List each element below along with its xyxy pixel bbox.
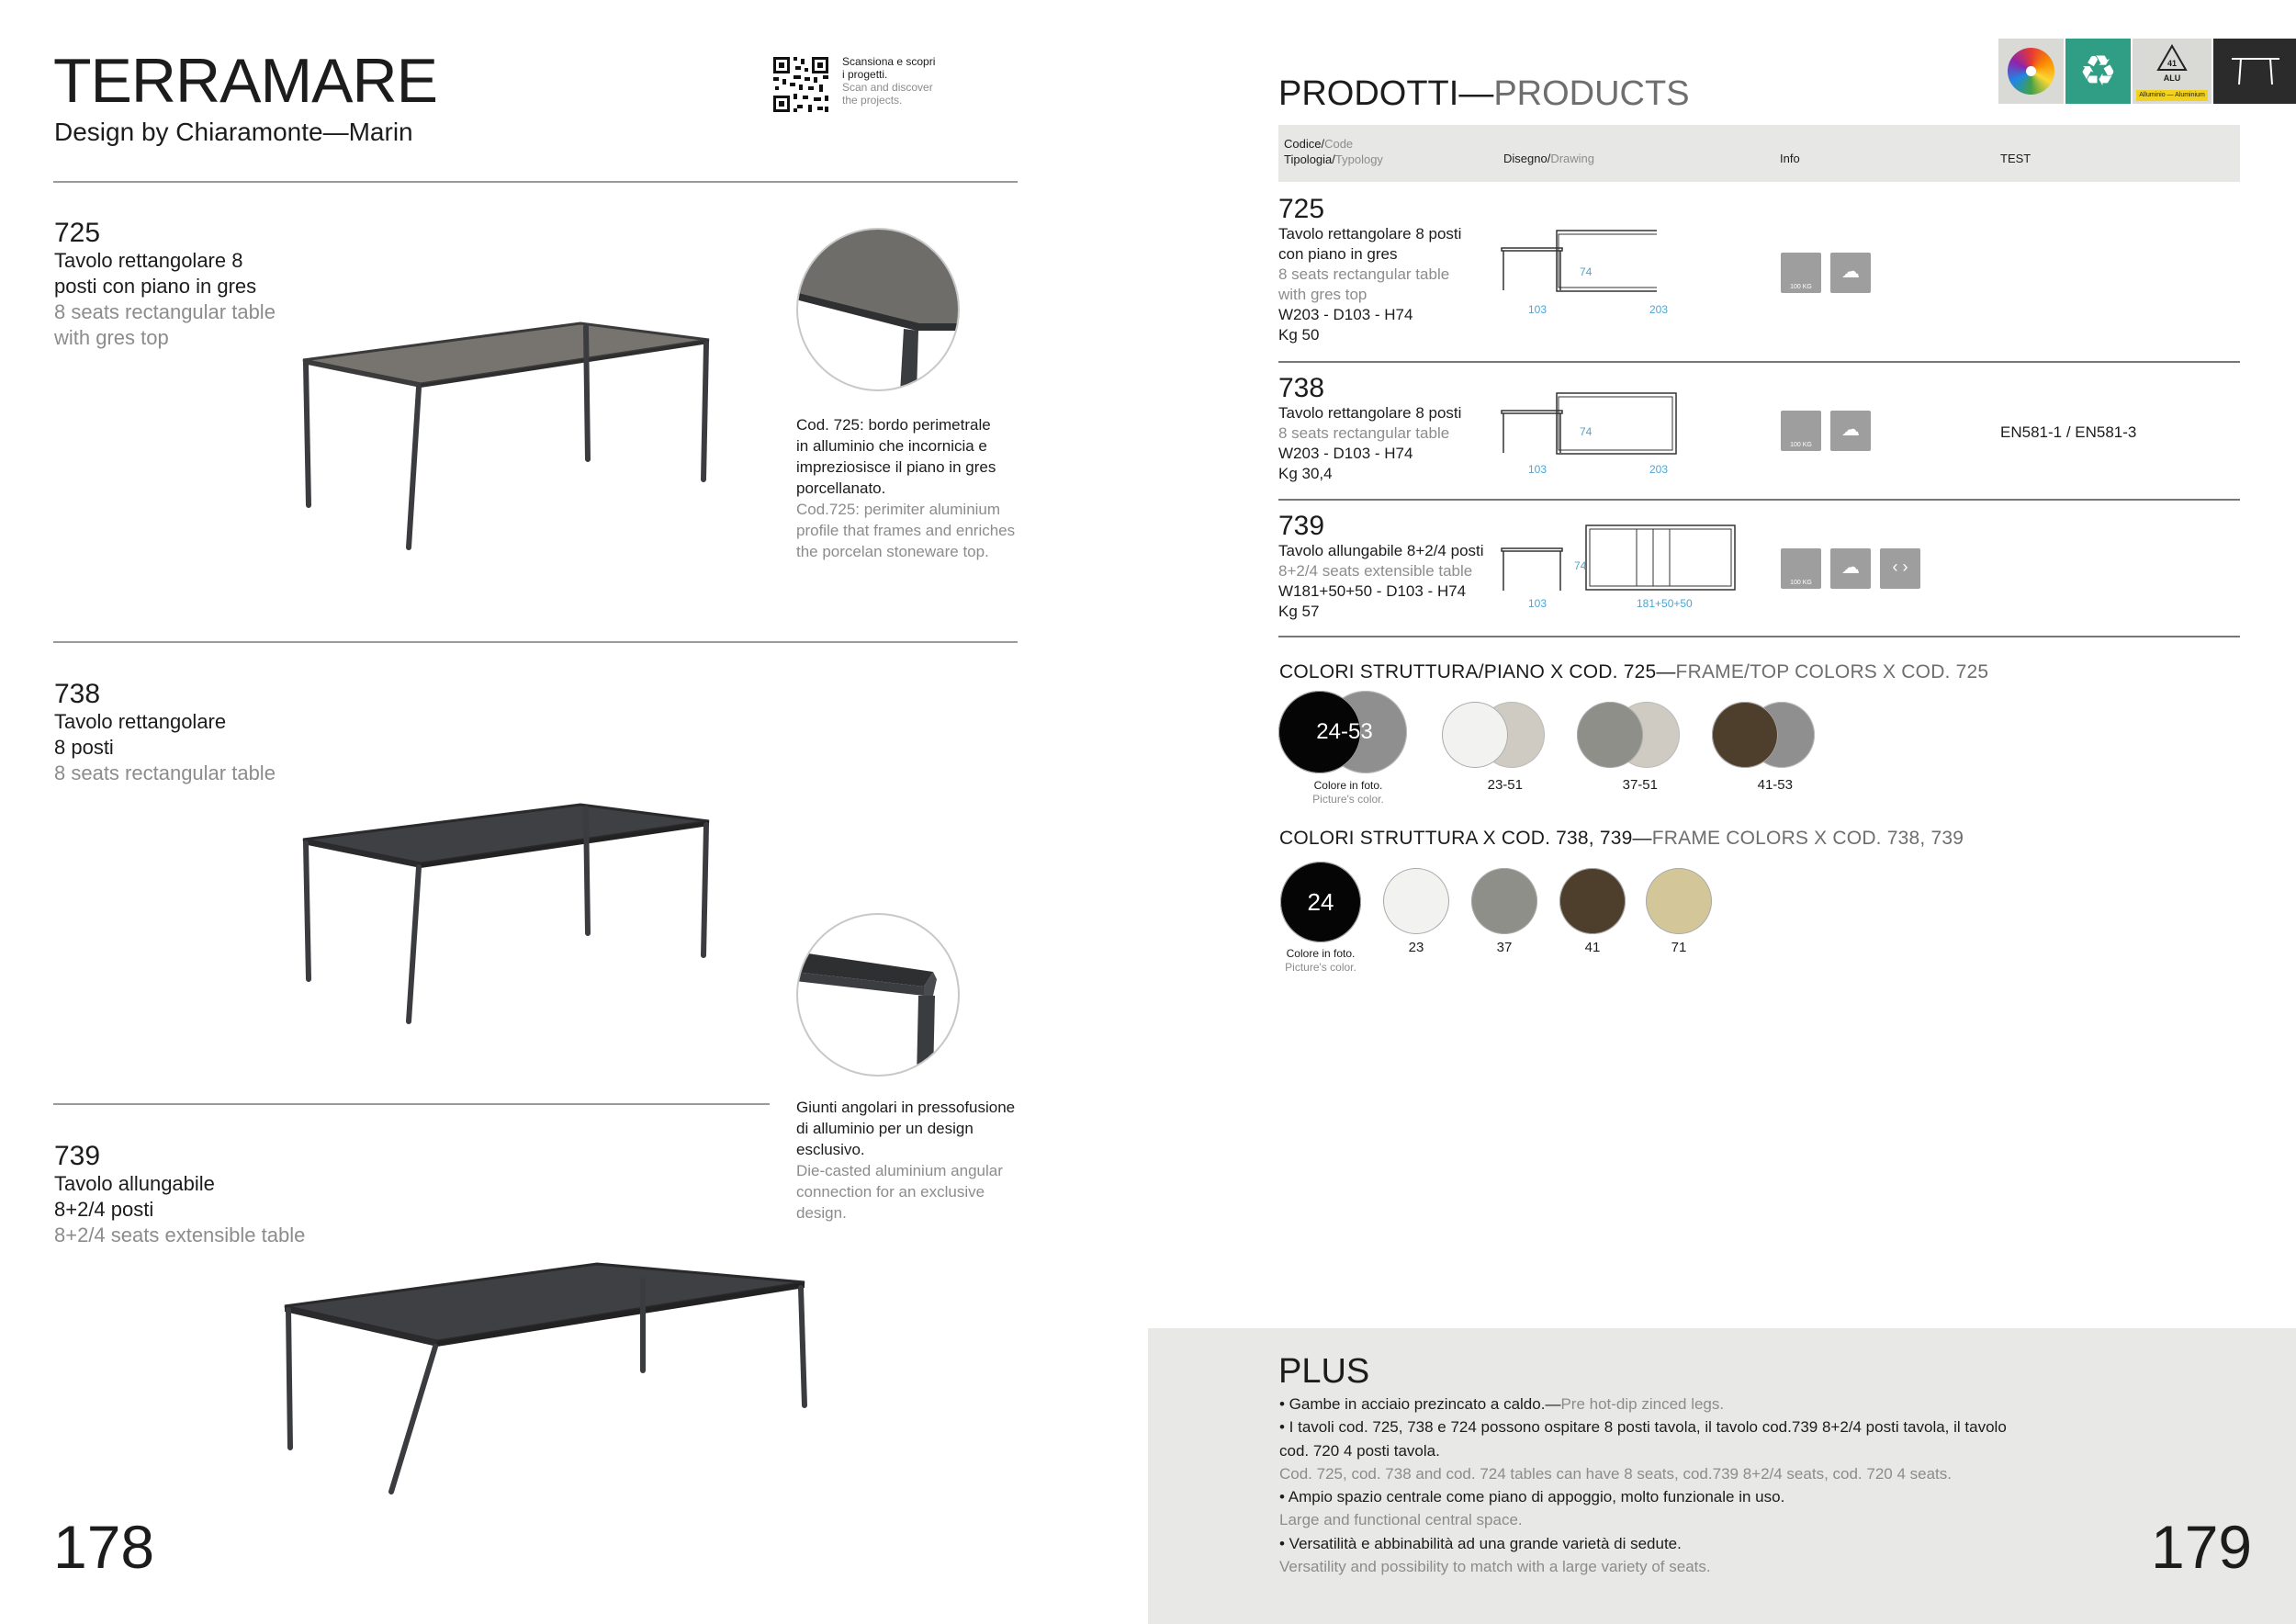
caption-en: Cod.725: perimiter aluminium — [796, 501, 1001, 518]
qr-caption-en-2: the projects. — [842, 94, 903, 107]
caption-it: in alluminio che incornicia e — [796, 437, 987, 455]
product-name-en: with gres top — [54, 326, 169, 349]
load-capacity-icon: 100 KG — [1781, 253, 1821, 293]
row-weight: Kg 30,4 — [1278, 465, 1333, 482]
qr-caption — [842, 55, 935, 107]
color-wheel-badge — [1998, 39, 2064, 104]
table-profile-badge — [2213, 39, 2296, 104]
picture-color-note: Colore in foto. Picture's color. — [1285, 947, 1356, 974]
row-dimensions: W203 - D103 - H74 — [1278, 445, 1413, 462]
row-test: EN581-1 / EN581-3 — [2000, 423, 2137, 441]
qr-caption-en-1: Scan and discover — [842, 81, 933, 94]
product-row-725 — [1278, 184, 2240, 362]
product-row-739 — [1278, 501, 2240, 637]
product-name-it: Tavolo rettangolare — [54, 710, 227, 733]
color-swatch-pair[interactable] — [1577, 702, 1689, 793]
row-dimensions: W203 - D103 - H74 — [1278, 306, 1413, 323]
row-code: 739 — [1278, 511, 1325, 541]
page-number-right: 179 — [2151, 1513, 2253, 1581]
drawing-height: 74 — [1580, 265, 1593, 278]
header-typology: Tipologia/Typology — [1284, 152, 1383, 166]
swatch-label: 41 — [1584, 940, 1601, 955]
drawing-width: 203 — [1649, 303, 1669, 316]
caption-en: profile that frames and enriches — [796, 522, 1016, 539]
swatch-label: 23-51 — [1487, 777, 1523, 793]
drawing-depth: 103 — [1528, 463, 1548, 476]
swatch-label: 23 — [1408, 940, 1424, 955]
header-drawing: Disegno/Drawing — [1503, 152, 1594, 165]
drawing-height: 74 — [1574, 559, 1587, 572]
row-code: 725 — [1278, 194, 1325, 224]
caption-en: Die-casted aluminium angular — [796, 1162, 1003, 1179]
row-dimensions: W181+50+50 - D103 - H74 — [1278, 582, 1467, 600]
corner-detail-2-caption — [796, 1097, 1026, 1224]
row-name-en: 8 seats rectangular table — [1278, 424, 1450, 442]
drawing-depth: 103 — [1528, 303, 1548, 316]
product-name-en: 8+2/4 seats extensible table — [54, 1224, 306, 1246]
product-name-it: 8+2/4 posti — [54, 1198, 154, 1221]
table-profile-icon — [2213, 39, 2296, 104]
caption-it: di alluminio per un design — [796, 1120, 974, 1137]
product-name-en: 8 seats rectangular table — [54, 300, 276, 323]
divider-mid — [53, 641, 1018, 643]
product-738-desc — [54, 680, 276, 786]
swatch-label: 41-53 — [1757, 777, 1793, 793]
page-number-left: 178 — [53, 1513, 155, 1581]
weather-resistant-icon: ☁ — [1830, 548, 1871, 589]
frame-color-circle — [1712, 702, 1778, 768]
drawing-height: 74 — [1580, 425, 1593, 438]
row-name-it: Tavolo allungabile 8+2/4 posti — [1278, 542, 1484, 559]
weather-resistant-icon: ☁ — [1830, 411, 1871, 451]
row-name-it: con piano in gres — [1278, 245, 1398, 263]
edge-detail-1-image — [795, 226, 961, 393]
products-title-en: PRODUCTS — [1493, 74, 1690, 113]
recycle-badge — [2065, 39, 2131, 104]
frame-color-circle — [1577, 702, 1643, 768]
product-name-it: posti con piano in gres — [54, 275, 257, 298]
row-name-en: 8+2/4 seats extensible table — [1278, 562, 1473, 580]
product-code: 738 — [54, 679, 101, 709]
drawing-width: 181+50+50 — [1637, 597, 1693, 610]
qr-caption-it-2: i progetti. — [842, 68, 888, 81]
plus-line-en: Cod. 725, cod. 738 and cod. 724 tables can have 8 seats, cod.739 8+2/4 seats, cod. 720 4 seats. — [1279, 1464, 1952, 1483]
product-name-it: Tavolo rettangolare 8 — [54, 249, 243, 272]
plus-line-en: Versatility and possibility to match with a large variety of seats. — [1279, 1558, 1711, 1576]
qr-code-graphic — [771, 55, 830, 114]
product-725-desc — [54, 219, 276, 351]
table-725-photo — [285, 312, 735, 560]
brand-title: TERRAMARE — [53, 46, 437, 116]
frame-top-colors-title: COLORI STRUTTURA/PIANO X COD. 725—FRAME/TOP COLORS X COD. 725 — [1279, 661, 1989, 682]
row-725-drawing — [1501, 228, 1657, 292]
header-test: TEST — [2000, 152, 2032, 165]
caption-it: impreziosisce il piano in gres — [796, 458, 996, 476]
aluminium-code: 41 — [2167, 59, 2177, 68]
drawing-depth: 103 — [1528, 597, 1548, 610]
caption-en: design. — [796, 1204, 847, 1222]
caption-en: the porcelan stoneware top. — [796, 543, 989, 560]
load-capacity-icon: 100 KG — [1781, 548, 1821, 589]
swatch-label: 37 — [1496, 940, 1513, 955]
row-name-en: 8 seats rectangular table — [1278, 265, 1450, 283]
frame-color-swatch[interactable] — [1383, 868, 1449, 934]
product-code: 725 — [54, 218, 101, 248]
aluminium-abbr: ALU — [2163, 73, 2181, 83]
divider-top — [53, 181, 1018, 183]
swatch-label: 24-53 — [1316, 719, 1373, 744]
corner-detail-2-image — [795, 911, 961, 1078]
weather-resistant-icon: ☁ — [1830, 253, 1871, 293]
frame-color-swatch[interactable] — [1646, 868, 1712, 934]
table-738-photo — [285, 795, 735, 1043]
frame-color-swatch[interactable] — [1471, 868, 1537, 934]
qr-caption-it-1: Scansiona e scopri — [842, 55, 936, 68]
table-739-photo — [266, 1255, 817, 1503]
color-swatch-pair[interactable] — [1278, 691, 1419, 773]
swatch-label: 71 — [1671, 940, 1687, 955]
frame-color-circle — [1442, 702, 1508, 768]
caption-it: esclusivo. — [796, 1141, 865, 1158]
row-name-it: Tavolo rettangolare 8 posti — [1278, 404, 1462, 422]
products-title-it: PRODOTTI — [1278, 74, 1459, 113]
header-code: Codice/Code — [1284, 137, 1354, 151]
plus-line: • Versatilità e abbinabilità ad una grande varietà di sedute. — [1279, 1534, 1682, 1552]
load-capacity-icon: 100 KG — [1781, 411, 1821, 451]
swatch-label: 37-51 — [1622, 777, 1658, 793]
products-title — [1278, 73, 1690, 114]
drawing-width: 203 — [1649, 463, 1669, 476]
row-divider — [1278, 636, 2240, 637]
row-name-en: with gres top — [1278, 286, 1367, 303]
aluminium-label: Alluminio — Aluminium — [2136, 90, 2208, 101]
product-code: 739 — [54, 1141, 101, 1171]
caption-it: Cod. 725: bordo perimetrale — [796, 416, 991, 434]
picture-color-note: Colore in foto. Picture's color. — [1312, 779, 1384, 806]
row-name-it: Tavolo rettangolare 8 posti — [1278, 225, 1462, 242]
plus-line: • Gambe in acciaio prezincato a caldo.—Pre hot-dip zinced legs. — [1279, 1395, 1725, 1413]
caption-it: Giunti angolari in pressofusione — [796, 1099, 1016, 1116]
plus-line: • Ampio spazio centrale come piano di appoggio, molto funzionale in uso. — [1279, 1488, 1785, 1506]
product-row-738 — [1278, 363, 2240, 499]
header-info: Info — [1780, 152, 1800, 165]
divider-bottom — [53, 1103, 770, 1105]
aluminium-badge — [2133, 39, 2212, 104]
frame-colors-title: COLORI STRUTTURA X COD. 738, 739—FRAME COLORS X COD. 738, 739 — [1279, 828, 1964, 849]
plus-box — [1148, 1328, 2296, 1624]
row-weight: Kg 50 — [1278, 326, 1320, 344]
qr-code[interactable] — [771, 55, 830, 114]
row-739-drawing — [1501, 523, 1739, 592]
plus-line: • I tavoli cod. 725, 738 e 724 possono ospitare 8 posti tavola, il tavolo cod.739 8+2/4 posti tavola, il tavolo — [1279, 1418, 2007, 1437]
product-name-it: Tavolo allungabile — [54, 1172, 215, 1195]
edge-detail-1-caption — [796, 414, 1017, 562]
row-weight: Kg 57 — [1278, 603, 1320, 620]
caption-en: connection for an exclusive — [796, 1183, 985, 1201]
color-swatch-pair[interactable] — [1712, 702, 1824, 793]
designer-credit: Design by Chiaramonte—Marin — [54, 118, 413, 146]
plus-line-en: Large and functional central space. — [1279, 1511, 1523, 1529]
color-swatch-pair[interactable] — [1442, 702, 1554, 793]
plus-line: cod. 720 4 posti tavola. — [1279, 1441, 1440, 1460]
frame-color-swatch[interactable] — [1559, 868, 1626, 934]
plus-title: PLUS — [1278, 1352, 1370, 1391]
products-title-dash: — — [1458, 74, 1494, 113]
extensible-icon: ‹ › — [1880, 548, 1920, 589]
product-name-it: 8 posti — [54, 736, 114, 759]
caption-it: porcellanato. — [796, 479, 886, 497]
swatch-label: 24 — [1307, 888, 1334, 916]
products-table-header — [1278, 125, 2240, 182]
product-739-desc — [54, 1142, 305, 1248]
row-code: 738 — [1278, 373, 1325, 403]
row-738-drawing — [1501, 390, 1694, 455]
product-name-en: 8 seats rectangular table — [54, 761, 276, 784]
recycle-icon: ♻ — [2078, 46, 2118, 96]
